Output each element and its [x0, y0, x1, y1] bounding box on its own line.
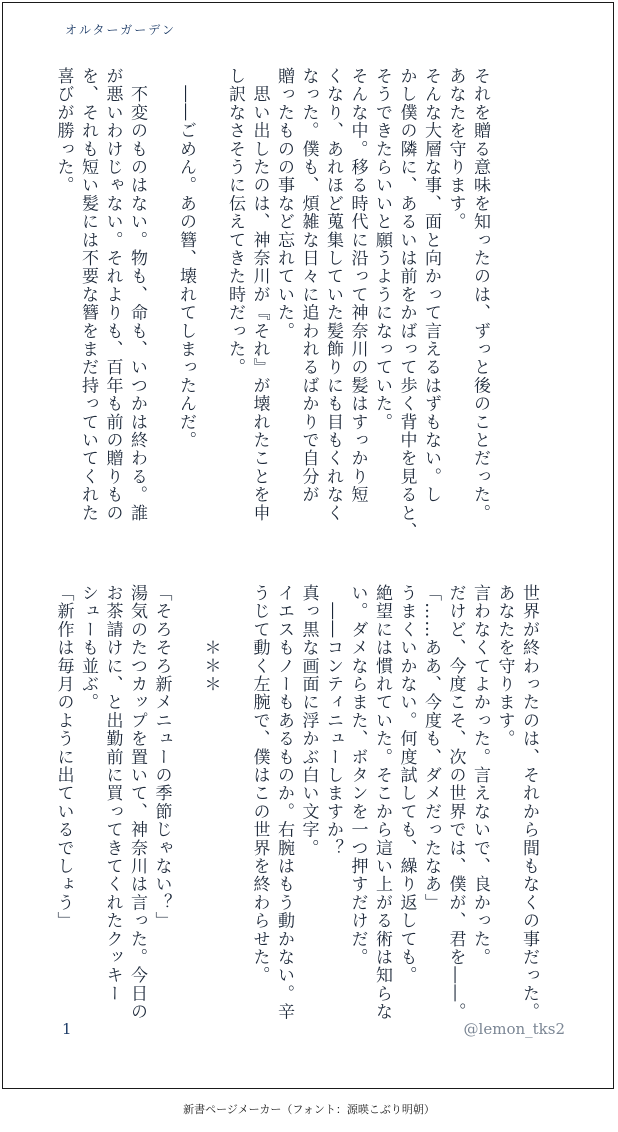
page-number: 1 [62, 1020, 72, 1038]
text-line: あなたを守ります。 [445, 67, 466, 231]
text-line: イエスもノーもあるものか。右腕はもう動かない。辛 [274, 584, 294, 1021]
author-handle: @lemon_tks2 [463, 1020, 565, 1038]
book-page [2, 2, 614, 1089]
text-line: 絶望には慣れていた。そこから這い上がる術は知らな [372, 584, 392, 1021]
text-line [223, 584, 248, 929]
text-line: 「新作は毎月のように出ているでしょう」 [53, 584, 74, 930]
text-line: 思い出したのは、神奈川が『それ』が壊れたことを申 [249, 67, 270, 522]
text-line: ――ごめん。あの簪、壊れてしまったんだ。 [176, 67, 196, 450]
text-line: お茶請けに、と出勤前に買ってきてくれたクッキー [102, 584, 123, 1003]
text-line: 世界が終わったのは、それから間もなくの事だった。 [519, 584, 539, 1021]
text-line: い。ダメならまた、ボタンを一つ押すだけだ。 [347, 584, 368, 967]
text-line: を、それも短い髪には不要な簪をまだ持っていてくれた [78, 67, 98, 522]
lower-text-block [51, 584, 541, 1021]
text-line: 喜びが勝った。 [53, 67, 74, 195]
text-line: 言わなくてよかった。言えないで、良かった。 [470, 584, 490, 967]
text-line: が悪いわけじゃない。それよりも、百年も前の贈りもの [102, 67, 123, 522]
text-line: 湯気のたつカップを置いて、神奈川は言った。今日の [127, 584, 147, 1021]
text-line: なった。僕も、煩雑な日々に追われるばかりで自分が [298, 67, 319, 504]
text-line: かし僕の隣に、あるいは前をかばって歩く背中を見ると、 [396, 67, 417, 541]
text-line: 贈ったものの事など忘れていた。 [274, 67, 294, 340]
text-line: シューも並ぶ。 [78, 584, 98, 712]
text-line: そんな大層な事、面と向かって言えるはずもない。し [421, 67, 441, 504]
text-line: ＊＊＊ [200, 584, 221, 694]
text-line: くなり、あれほど蒐集していた髪飾りにも目もくれなく [323, 67, 343, 522]
upper-text-block [51, 67, 492, 541]
book-title: オルターガーデン [65, 23, 177, 37]
text-line: だけど、今度こそ、次の世界では、僕が、君を――。 [445, 584, 466, 1021]
text-line: うじて動く左腕で、僕はこの世界を終わらせた。 [249, 584, 270, 985]
text-line: それを贈る意味を知ったのは、ずっと後のことだった。 [470, 67, 490, 522]
text-line: 「そろそろ新メニューの季節じゃない？」 [151, 584, 172, 930]
text-line: そんな中。移る時代に沿って神奈川の髪はすっかり短 [347, 67, 368, 504]
text-line: そうできたらいいと願うようになっていた。 [372, 67, 392, 431]
text-line: 不変のものはない。物も、命も、いつかは終わる。誰 [127, 67, 147, 522]
text-line: し訳なさそうに伝えてきた時だった。 [225, 67, 245, 377]
text-line [174, 584, 199, 929]
text-line: 「……ああ、今度も、ダメだったなあ」 [421, 584, 441, 912]
text-line: ――コンティニューしますか？ [323, 584, 343, 857]
text-line: あなたを守ります。 [494, 584, 515, 748]
text-line [198, 67, 223, 537]
generator-caption: 新書ページメーカー（フォント：源暎こぶり明朝） [183, 1103, 435, 1116]
text-line: 真っ黒な画面に浮かぶ白い文字。 [298, 584, 319, 857]
text-line [149, 67, 174, 537]
text-line: うまくいかない。何度試しても、繰り返しても。 [396, 584, 417, 985]
